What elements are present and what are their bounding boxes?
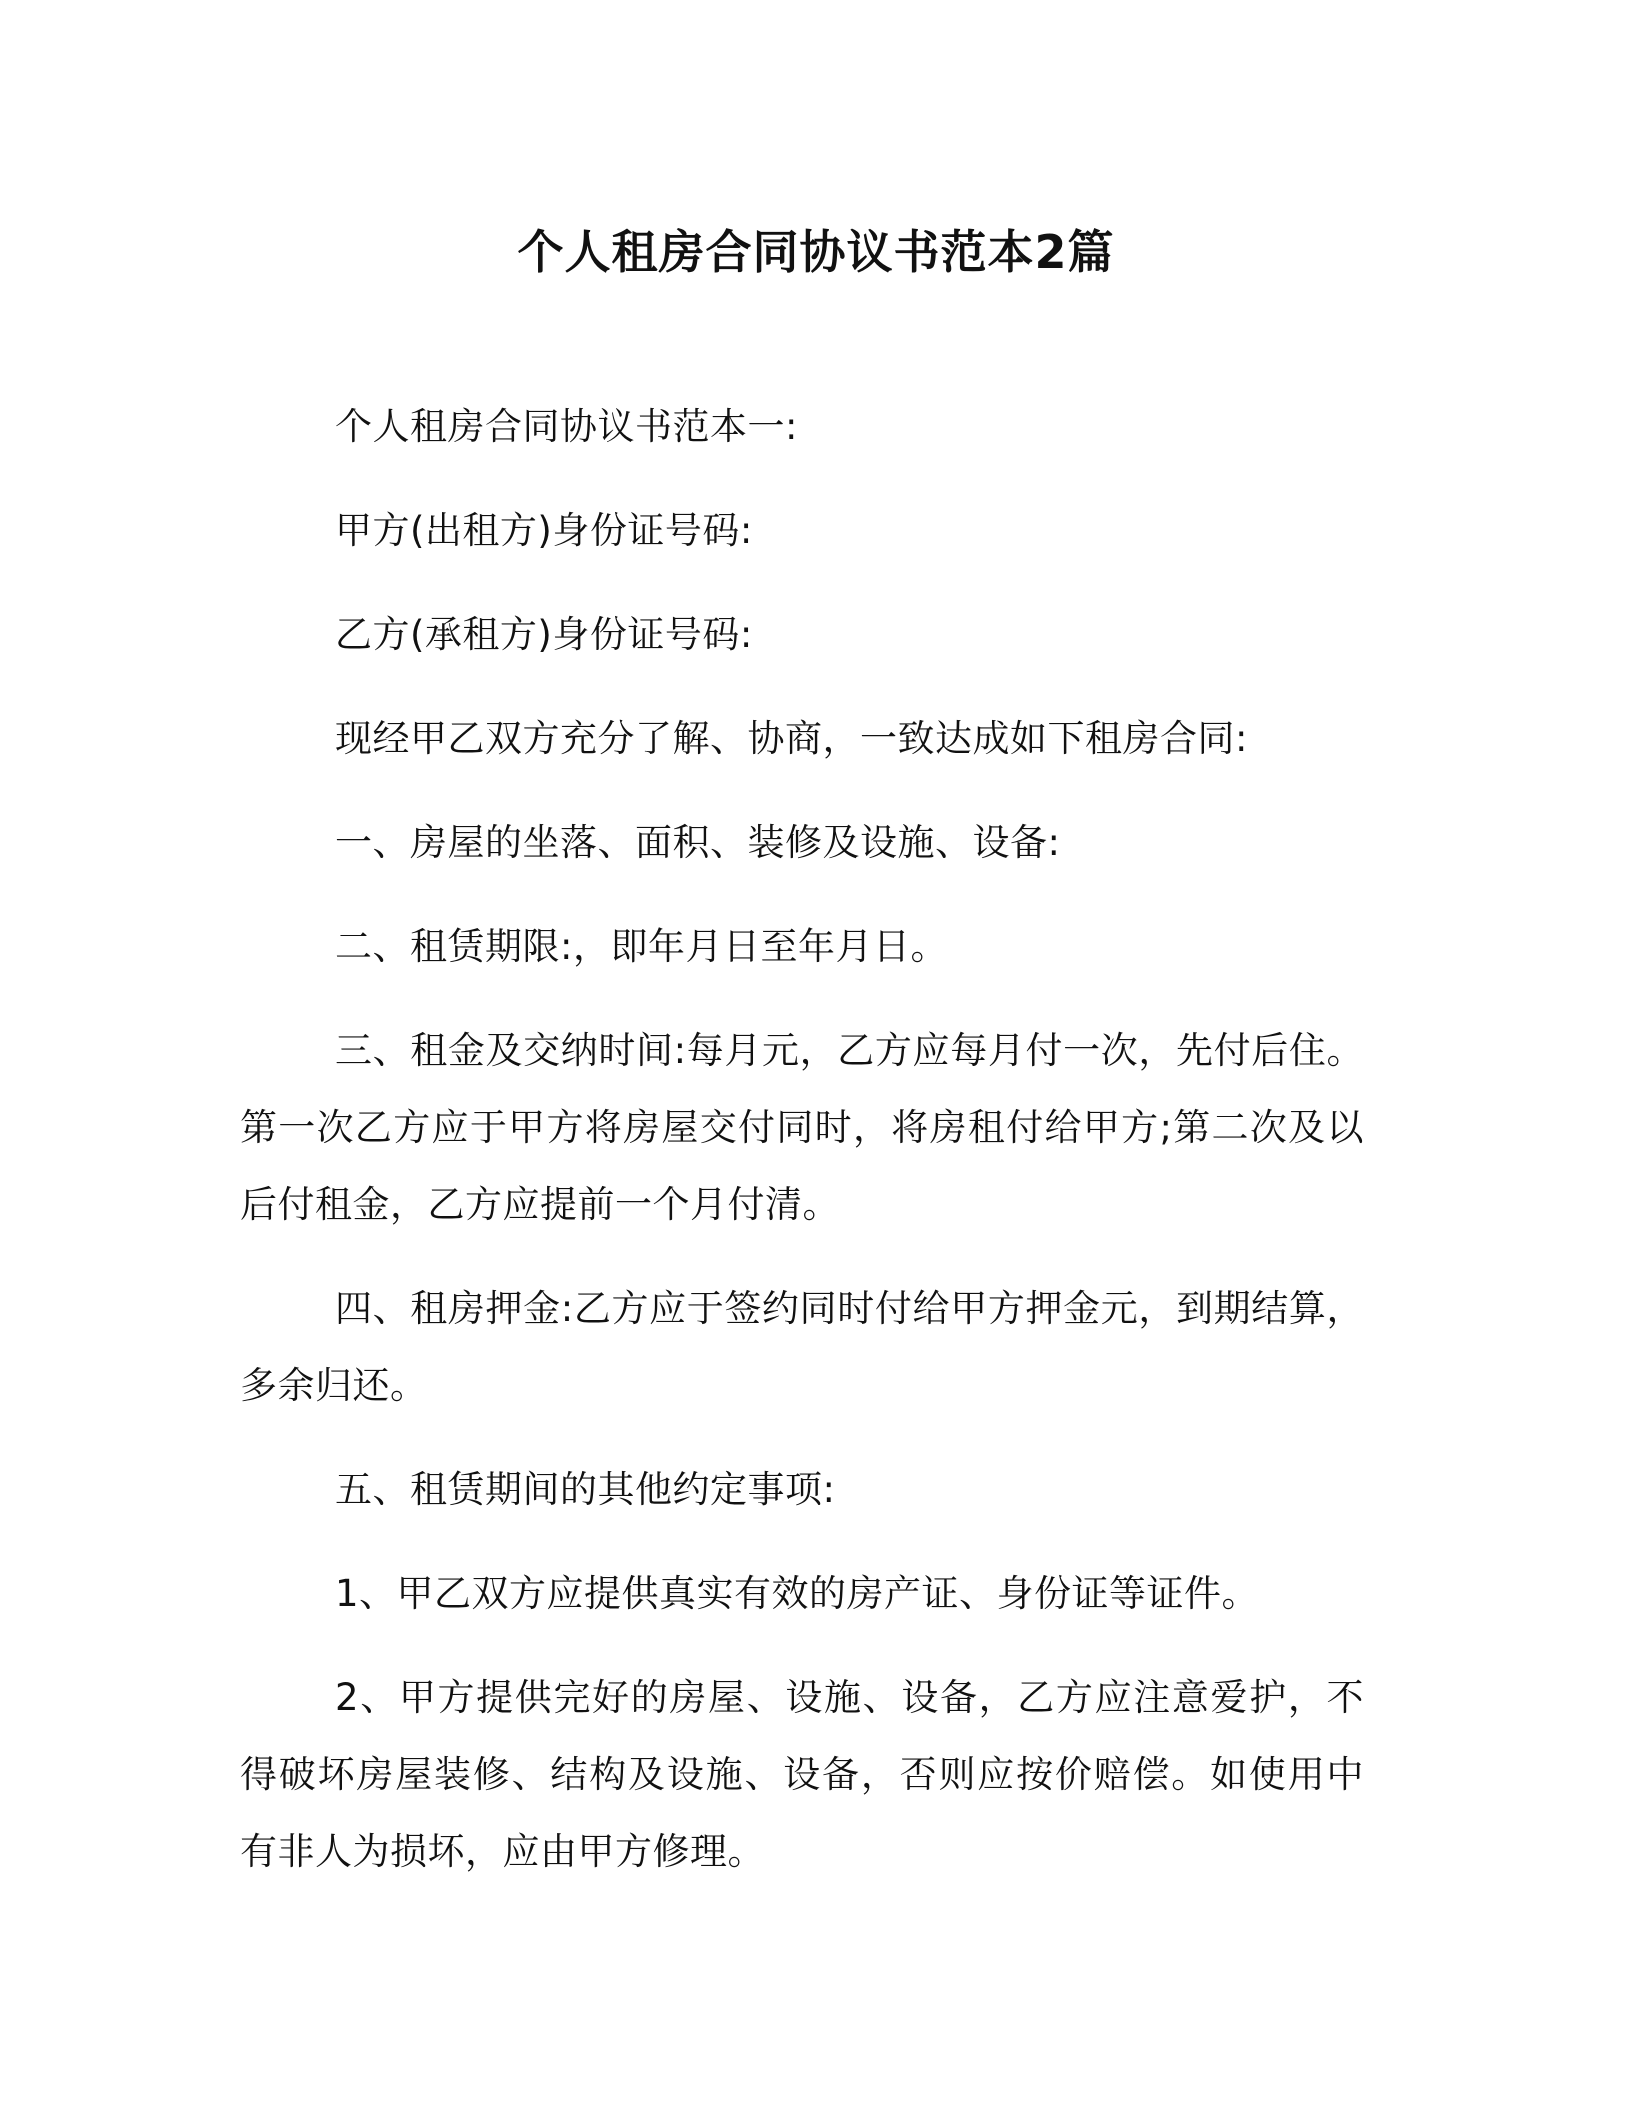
document-body [240, 388, 1364, 1890]
paragraph-clause-4-deposit: 四、租房押金:乙方应于签约同时付给甲方押金元，到期结算，多余归还。 [240, 1287, 1364, 1407]
paragraph-clause-2-term: 二、租赁期限:，即年月日至年月日。 [335, 925, 948, 968]
paragraph-party-a-id: 甲方(出租方)身份证号码: [335, 509, 753, 552]
paragraph-heading-sample-one: 个人租房合同协议书范本一: [335, 405, 798, 448]
paragraph-agreement-intro: 现经甲乙双方充分了解、协商，一致达成如下租房合同: [335, 717, 1248, 760]
paragraph-item-2-maintenance: 2、甲方提供完好的房屋、设施、设备，乙方应注意爱护，不得破坏房屋装修、结构及设施、设备，否则应按价赔偿。如使用中有非人为损坏，应由甲方修理。 [240, 1676, 1364, 1873]
paragraph-clause-5-other: 五、租赁期间的其他约定事项: [335, 1468, 836, 1511]
paragraph-party-b-id: 乙方(承租方)身份证号码: [335, 613, 753, 656]
paragraph-clause-3-rent: 三、租金及交纳时间:每月元，乙方应每月付一次，先付后住。第一次乙方应于甲方将房屋交付同时，将房租付给甲方;第二次及以后付租金，乙方应提前一个月付清。 [240, 1029, 1364, 1226]
paragraph-clause-1-property: 一、房屋的坐落、面积、装修及设施、设备: [335, 821, 1061, 864]
document-title: 个人租房合同协议书范本2篇 [517, 225, 1115, 279]
paragraph-item-1-documents: 1、甲乙双方应提供真实有效的房产证、身份证等证件。 [335, 1572, 1260, 1615]
